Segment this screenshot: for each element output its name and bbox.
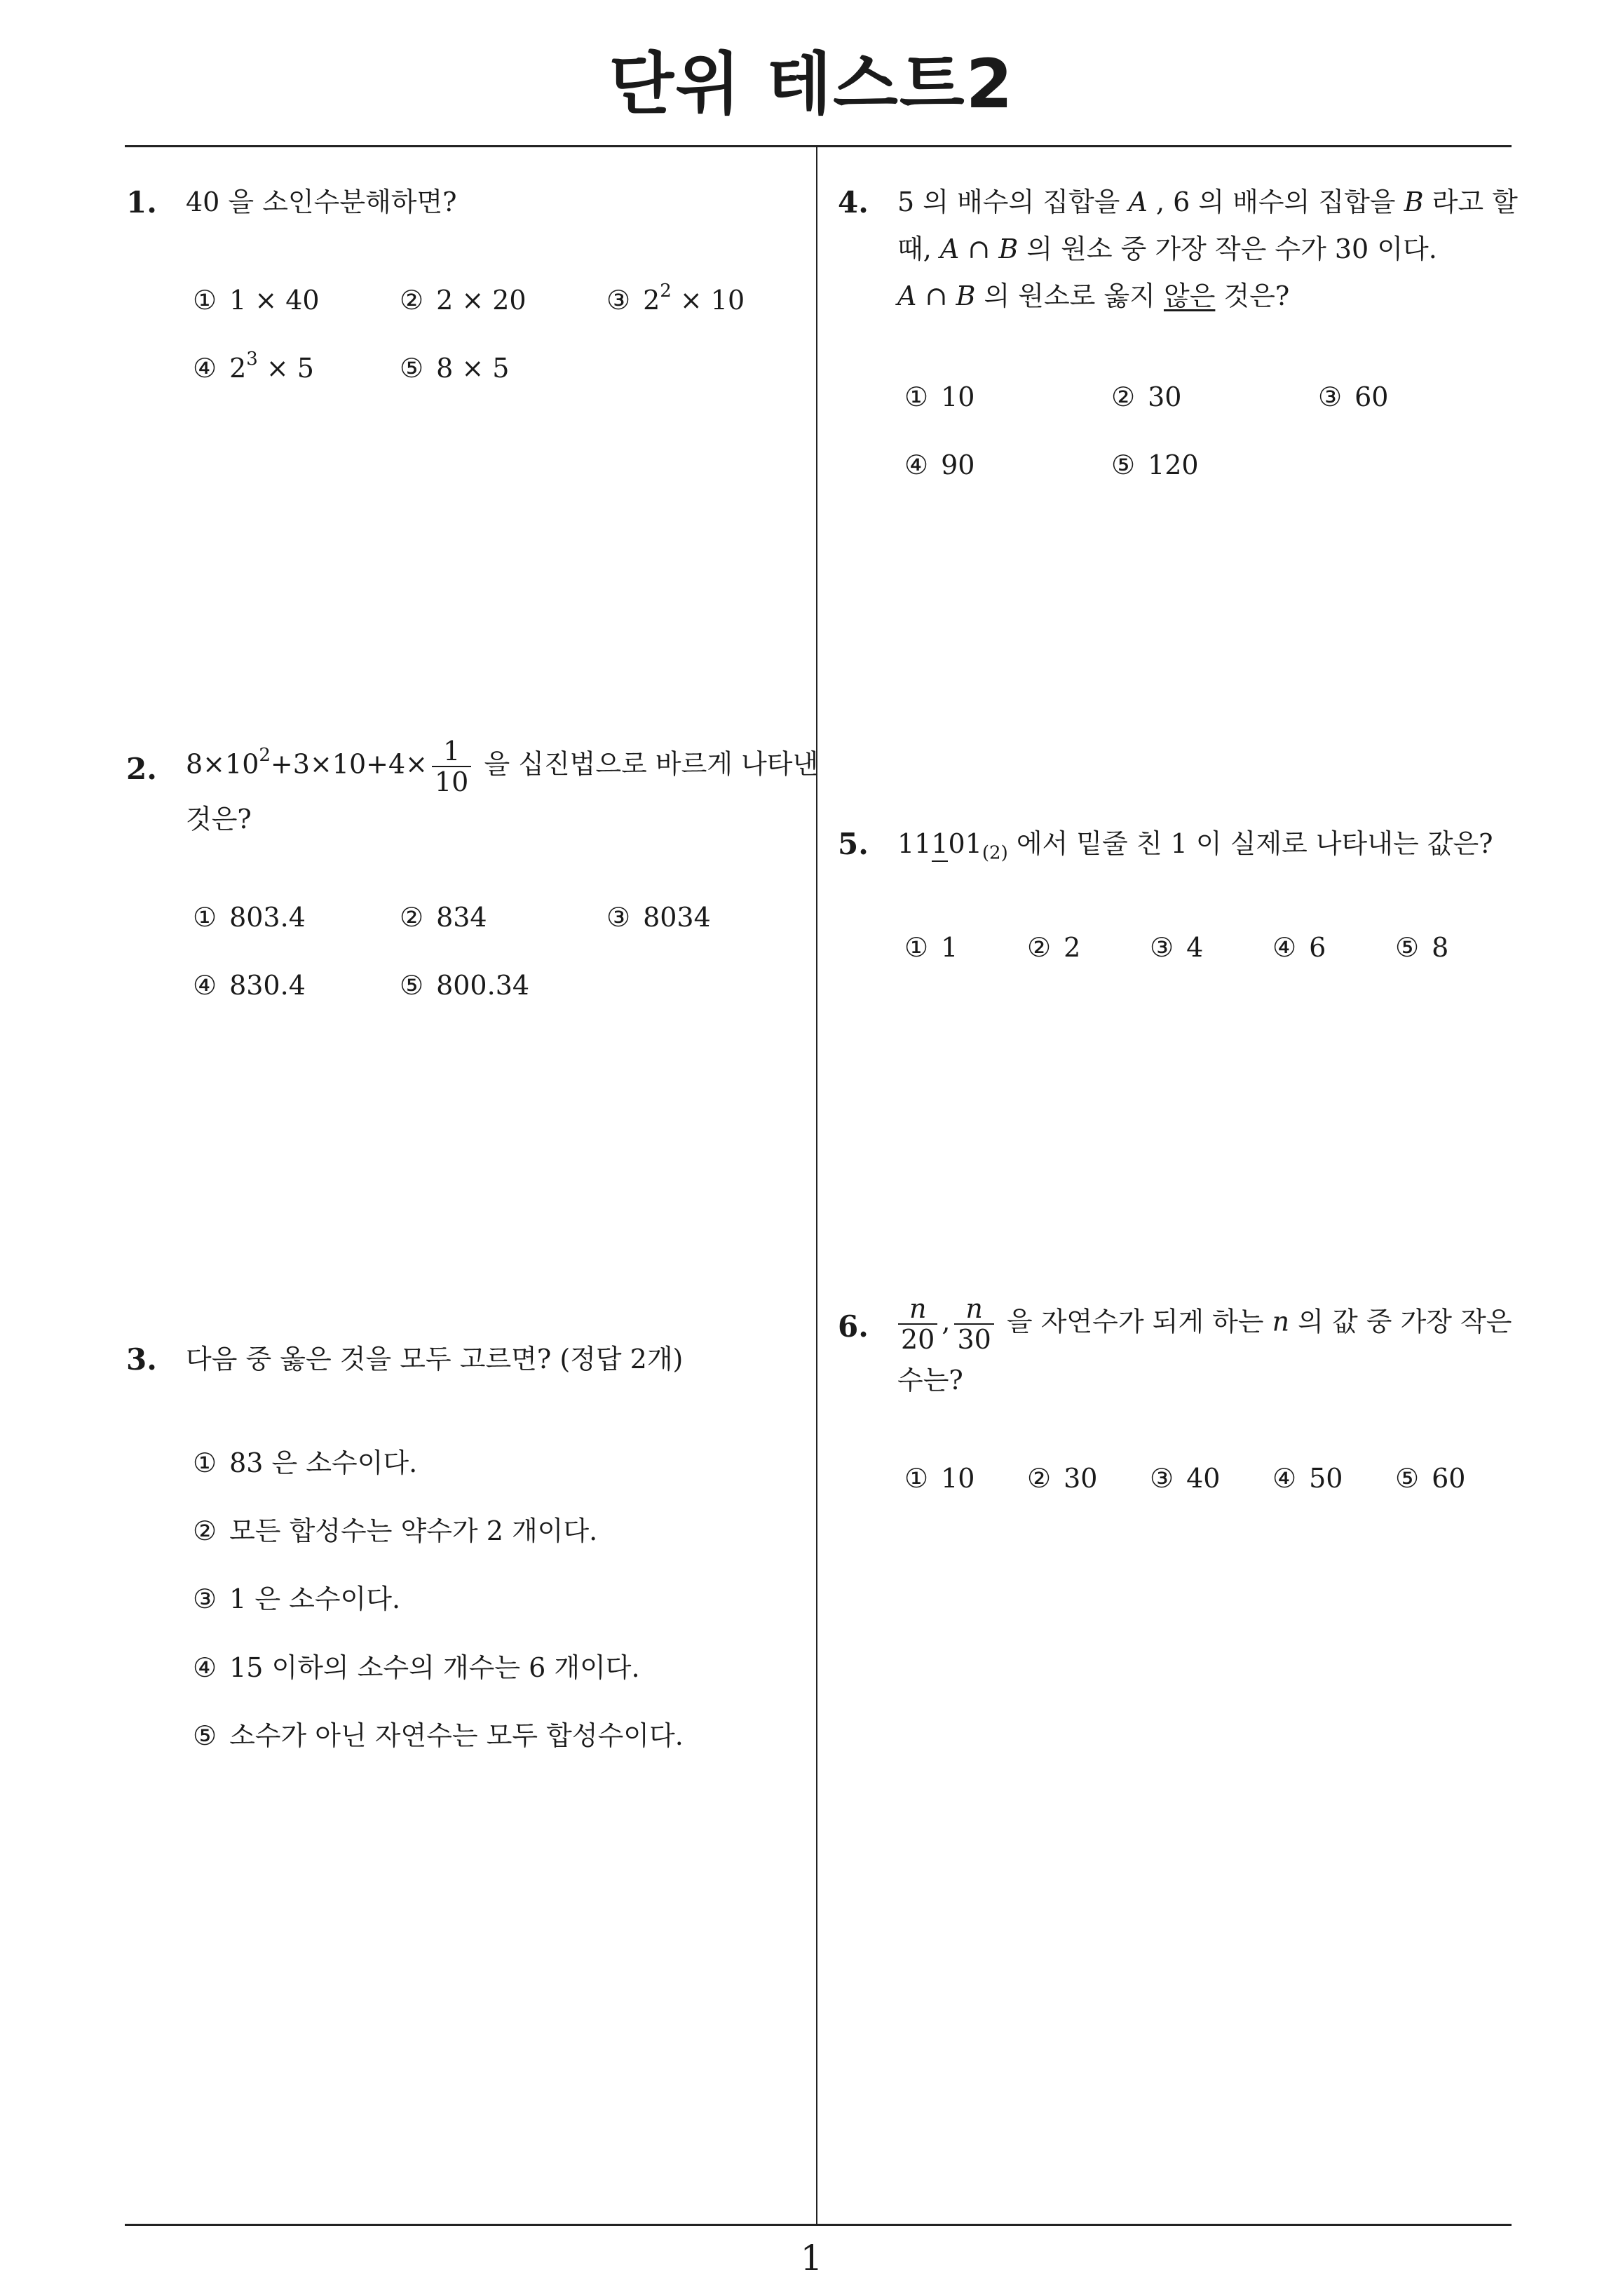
choice-5[interactable]: ⑤ 120 [1111,450,1199,480]
choice-4[interactable]: ④ 6 [1272,932,1326,963]
choice-4[interactable]: ④ 830.4 [193,970,306,1001]
question-number: 6. [838,1309,869,1344]
question-6 [838,1294,1511,1518]
page-title: 단위 테스트2 [609,45,1014,123]
question-stem: 다음 중 옳은 것을 모두 고르면? (정답 2개) [186,1344,684,1375]
question-stem-line2: 때, A ∩ B 의 원소 중 가장 작은 수가 30 이다. [897,234,1437,264]
choice-3[interactable]: ③ 60 [1318,381,1389,412]
question-stem: $\frac{n}{20}$ , $\frac{n}{30}$ 을 자연수가 되게 하는 n 의 값 중 가장 작은 [894,1294,1512,1354]
choice-3[interactable]: ③ 4 [1150,932,1204,963]
question-number: 2. [126,752,157,786]
question-stem-line3: A ∩ B 의 원소로 옳지 않은 것은? [897,281,1290,311]
choice-2[interactable]: ② 모든 합성수는 약수가 2 개이다. [193,1515,598,1546]
fraction-n-over-30: $\frac{n}{30}$ [954,1294,993,1354]
choice-5[interactable]: ⑤ 8 [1395,932,1449,963]
question-number: 3. [126,1342,157,1377]
choice-4[interactable]: ④ 50 [1272,1463,1343,1494]
question-stem-line1: 5 의 배수의 집합을 A , 6 의 배수의 집합을 B 라고 할 [897,187,1518,217]
choice-5[interactable]: ⑤ 800.34 [400,970,530,1001]
column-divider [816,145,817,2224]
top-divider [125,145,1512,147]
choice-5[interactable]: ⑤ 60 [1395,1463,1466,1494]
choice-4[interactable]: ④ 90 [904,450,975,480]
choice-3[interactable]: ③ $2^2 \times 10$ [606,281,745,316]
choice-1[interactable]: ① 83 은 소수이다. [193,1447,418,1478]
question-3 [126,1336,799,1771]
underlined-digit: 1 [931,821,948,867]
choice-5[interactable]: ⑤ 소수가 아닌 자연수는 모두 합성수이다. [193,1720,684,1751]
choice-1[interactable]: ① 1 [904,932,958,963]
question-number: 4. [838,185,869,220]
choice-2[interactable]: ② 2 × 20 [400,285,527,316]
question-stem-line2: 것은? [186,804,252,835]
page-number: 1 [800,2238,823,2278]
choice-1[interactable]: ① 10 [904,381,975,412]
choice-2[interactable]: ② 30 [1027,1463,1098,1494]
question-number: 1. [126,185,157,220]
choice-1[interactable]: ① 803.4 [193,902,306,933]
question-stem: $11101_{(2)}$ 에서 밑줄 친 1 이 실제로 나타내는 값은? [897,821,1493,867]
choice-2[interactable]: ② 2 [1027,932,1081,963]
choice-4[interactable]: ④ 15 이하의 소수의 개수는 6 개이다. [193,1652,640,1683]
question-stem-line2: 수는? [897,1365,963,1396]
bottom-divider [125,2224,1512,2226]
fraction-n-over-20: $\frac{n}{20}$ [898,1294,937,1354]
choice-3[interactable]: ③ 1 은 소수이다. [193,1583,401,1614]
choice-3[interactable]: ③ 40 [1150,1463,1221,1494]
question-1 [126,179,799,389]
question-4 [838,179,1518,494]
fraction: $\frac{1}{10}$ [432,736,471,797]
choice-5[interactable]: ⑤ 8 × 5 [400,353,510,384]
choice-2[interactable]: ② 30 [1111,381,1182,412]
question-stem: 40 을 소인수분해하면? [186,187,457,217]
choice-2[interactable]: ② 834 [400,902,487,933]
choice-1[interactable]: ① 10 [904,1463,975,1494]
question-5 [838,821,1511,975]
question-stem: $8\times 10^2+3\times 10+4\times$ $\frac{1}{10}$ 을 십진법으로 바르게 나타낸 [186,736,819,797]
choice-1[interactable]: ① 1 × 40 [193,285,320,316]
choice-3[interactable]: ③ 8034 [606,902,711,933]
question-number: 5. [838,827,869,861]
question-2 [126,736,819,1017]
choice-4[interactable]: ④ $2^3 \times 5$ [193,349,314,384]
underlined-word: 않은 [1163,281,1216,311]
